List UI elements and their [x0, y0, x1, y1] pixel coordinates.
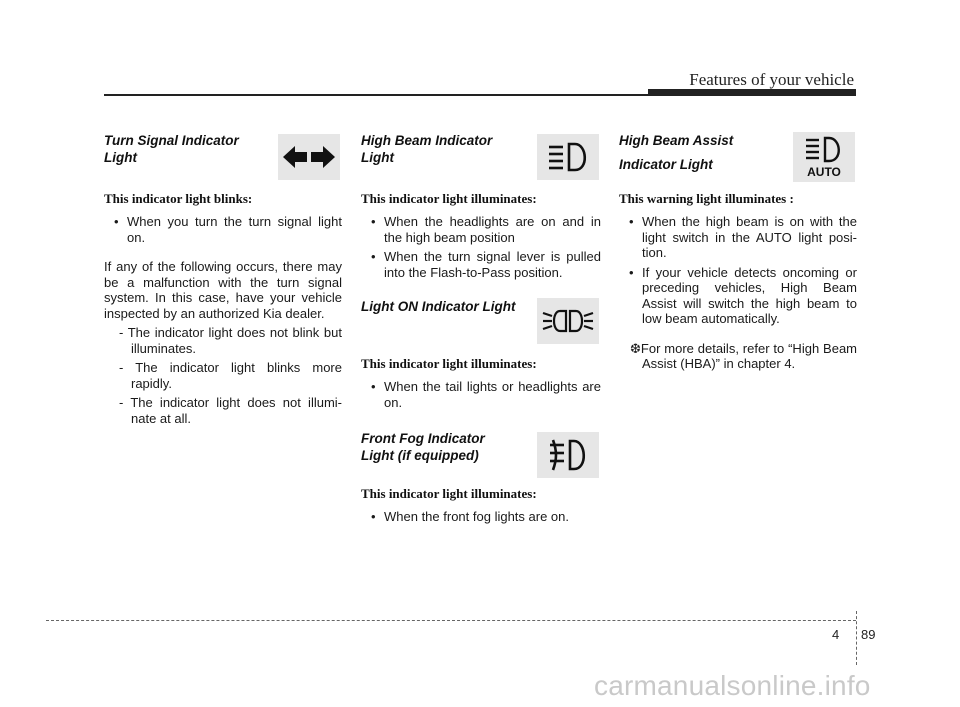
light-on-body	[361, 356, 601, 410]
high-beam-lead: This indicator light illuminates:	[361, 191, 537, 206]
hba-section	[619, 132, 857, 192]
light-on-bullet: • When the tail lights or headlights are on.	[361, 379, 601, 410]
auto-label: AUTO	[807, 165, 841, 178]
high-beam-bullet: • When the turn signal lever is pulled into the Flash-to-Pass position.	[361, 249, 601, 280]
hba-heading: High Beam Assist Indicator Light	[619, 133, 734, 172]
turn-signal-arrows-icon	[278, 134, 340, 180]
turn-signal-dash-item: - The indicator light does not blink but illuminates.	[119, 325, 342, 356]
turn-signal-bullet: • When you turn the turn signal light on.	[104, 214, 342, 245]
footer-separator	[856, 611, 857, 665]
turn-signal-dash-item: - The indicator light blinks more rapidly.	[119, 360, 342, 391]
turn-signal-body	[104, 191, 342, 426]
front-fog-body	[361, 486, 601, 525]
watermark: carmanualsonline.info	[594, 670, 871, 701]
hba-body	[619, 191, 857, 372]
hba-bullet: • When the high beam is on with the light switch in the AUTO light posi-tion.	[619, 214, 857, 261]
tail-light-icon	[537, 298, 599, 344]
high-beam-icon	[537, 134, 599, 180]
high-beam-body	[361, 191, 601, 280]
light-on-section	[361, 298, 601, 346]
hba-bullet: • If your vehicle detects oncoming or preceding vehicles, High Beam Assist will switch the high beam to low beam automatically.	[619, 265, 857, 327]
page-number: 89	[861, 627, 876, 642]
front-fog-heading: Front Fog Indicator Light (if equipped)	[361, 431, 485, 463]
turn-signal-section	[104, 132, 342, 192]
hba-lead: This warning light illuminates :	[619, 191, 794, 206]
front-fog-bullet: • When the front fog lights are on.	[361, 509, 601, 525]
front-fog-light-icon	[537, 432, 599, 478]
page-header-title: Features of your vehicle	[689, 70, 854, 89]
front-fog-section	[361, 430, 601, 490]
high-beam-auto-icon	[793, 132, 855, 182]
turn-signal-heading: Turn Signal Indicator Light	[104, 133, 239, 165]
hba-note: ❆For more details, refer to “High Beam Assist (HBA)” in chapter 4.	[630, 340, 857, 371]
high-beam-section	[361, 132, 601, 192]
high-beam-heading: High Beam Indicator Light	[361, 133, 493, 165]
turn-signal-paragraph: If any of the following occurs, there may be a malfunction with the turn signal system. In this case, have your vehicle inspected by an authorized Kia dealer.	[104, 259, 342, 321]
header-bar	[648, 89, 856, 95]
turn-signal-dash-item: - The indicator light does not illumi-nate at all.	[119, 395, 342, 426]
high-beam-bullet: • When the headlights are on and in the high beam position	[361, 214, 601, 245]
front-fog-lead: This indicator light illuminates:	[361, 486, 537, 501]
turn-signal-lead: This indicator light blinks:	[104, 191, 253, 206]
light-on-heading: Light ON Indicator Light	[361, 299, 516, 314]
page-chapter: 4	[832, 627, 840, 642]
light-on-lead: This indicator light illuminates:	[361, 356, 537, 371]
footer-rule	[46, 620, 856, 621]
